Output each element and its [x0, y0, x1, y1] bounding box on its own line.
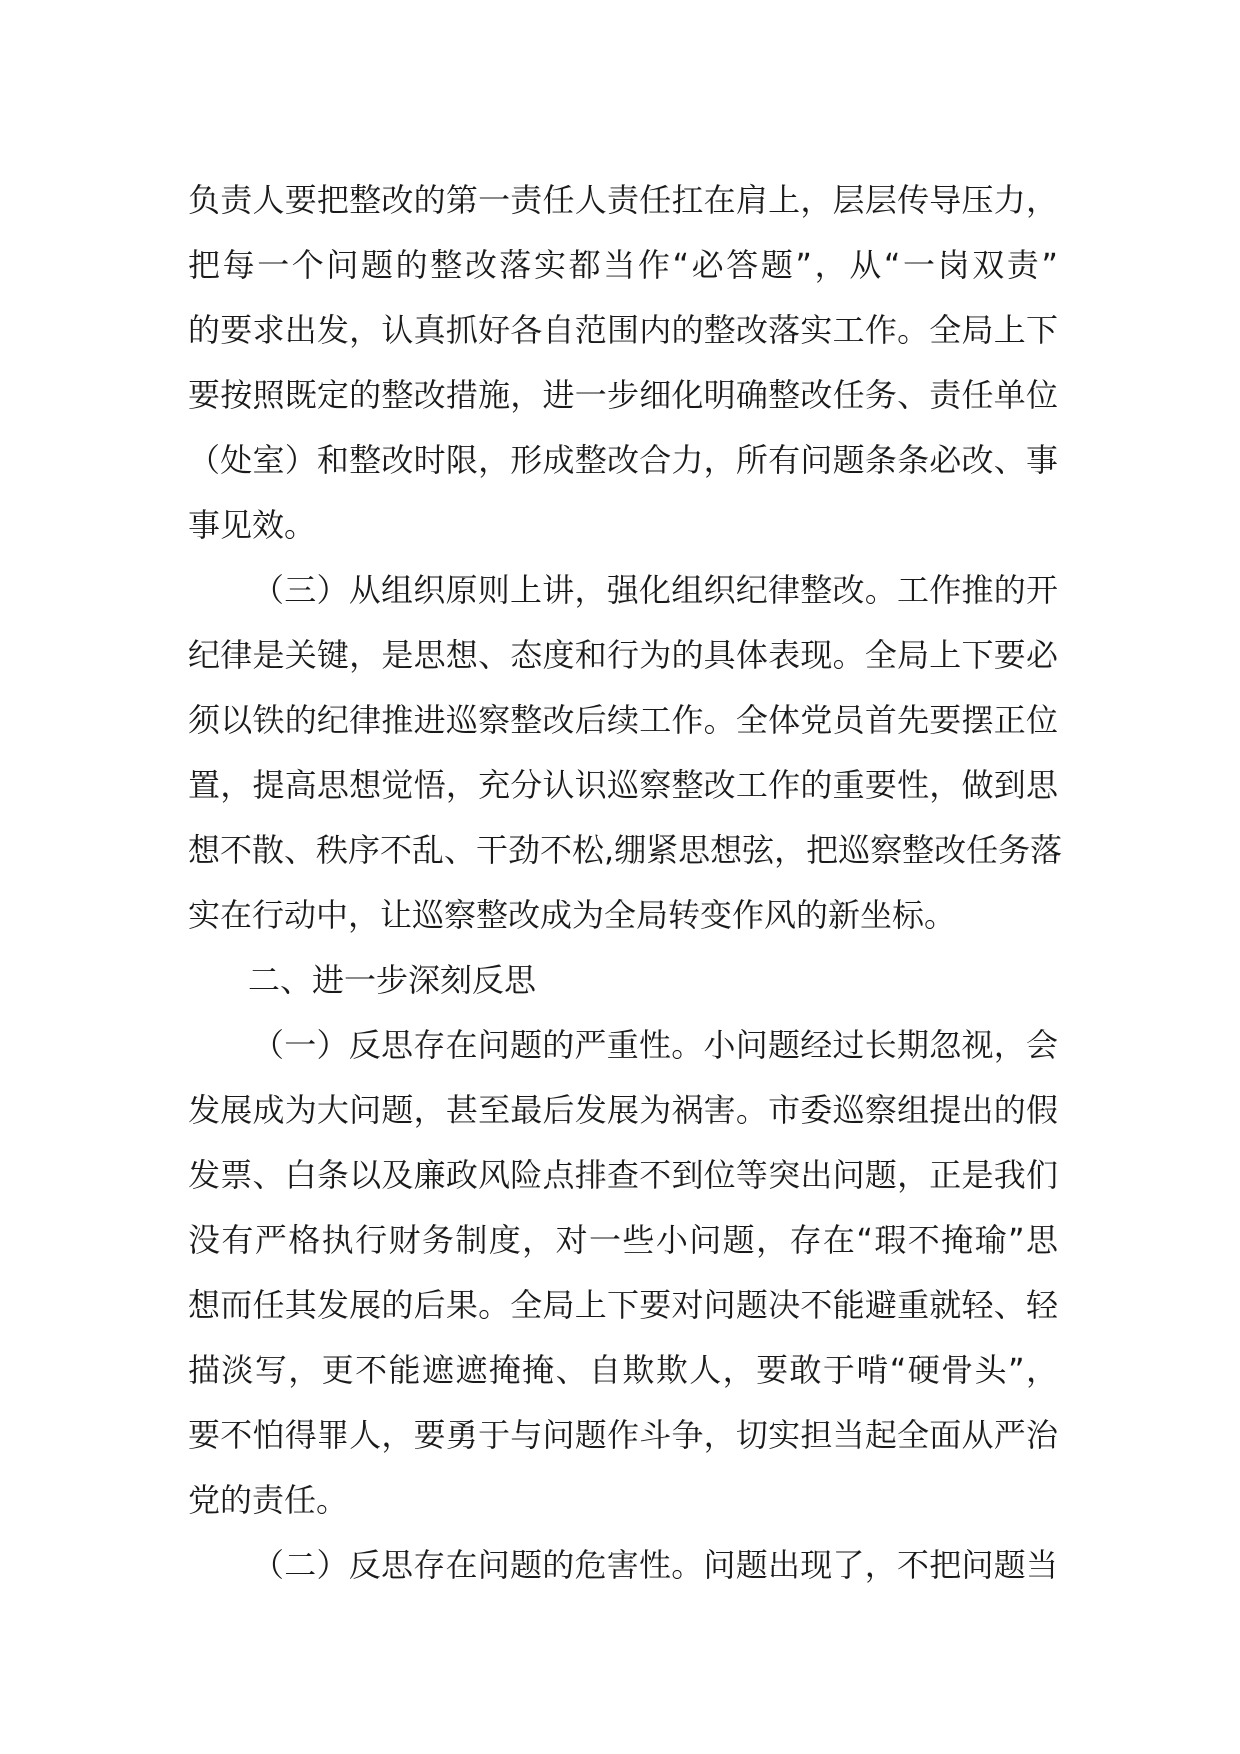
text-line: 负责人要把整改的第一责任人责任扛在肩上，层层传导压力， [188, 181, 1058, 219]
text-line: 想不散、秩序不乱、干劲不松,绷紧思想弦，把巡察整改任务落 [188, 831, 1063, 869]
text-line: 发票、白条以及廉政风险点排查不到位等突出问题，正是我们 [188, 1156, 1058, 1194]
text-line: 置，提高思想觉悟，充分认识巡察整改工作的重要性，做到思 [188, 766, 1058, 804]
text-line: 党的责任。 [188, 1481, 349, 1519]
text-line: 要按照既定的整改措施，进一步细化明确整改任务、责任单位 [188, 376, 1058, 414]
text-line: 事见效。 [188, 506, 317, 544]
document-body [188, 168, 1063, 1598]
heading-text: 二、进一步深刻反思 [248, 961, 537, 999]
paragraph-problem-severity [188, 1013, 1058, 1533]
text-line: 的要求出发，认真抓好各自范围内的整改落实工作。全局上下 [188, 311, 1058, 349]
text-line: 想而任其发展的后果。全局上下要对问题决不能避重就轻、轻 [188, 1286, 1058, 1324]
text-line: （二）反思存在问题的危害性。问题出现了，不把问题当 [252, 1546, 1058, 1584]
paragraph-rectification-responsibility [188, 168, 1058, 558]
text-line: （三）从组织原则上讲，强化组织纪律整改。工作推的开 [252, 571, 1058, 609]
text-line: 须以铁的纪律推进巡察整改后续工作。全体党员首先要摆正位 [188, 701, 1058, 739]
text-line: （一）反思存在问题的严重性。小问题经过长期忽视，会 [252, 1026, 1058, 1064]
text-line: （处室）和整改时限，形成整改合力，所有问题条条必改、事 [188, 441, 1058, 479]
text-line: 没有严格执行财务制度，对一些小问题，存在“瑕不掩瑜”思 [188, 1221, 1058, 1259]
text-line: 要不怕得罪人，要勇于与问题作斗争，切实担当起全面从严治 [188, 1416, 1058, 1454]
text-line: 描淡写，更不能遮遮掩掩、自欺欺人，要敢于啃“硬骨头”， [188, 1351, 1058, 1389]
section-heading [188, 948, 1058, 1013]
paragraph-organizational-discipline [188, 558, 1063, 948]
paragraph-problem-harm [188, 1533, 1058, 1598]
text-line: 把每一个问题的整改落实都当作“必答题”，从“一岗双责” [188, 246, 1058, 284]
text-line: 实在行动中，让巡察整改成为全局转变作风的新坐标。 [188, 896, 957, 934]
text-line: 发展成为大问题，甚至最后发展为祸害。市委巡察组提出的假 [188, 1091, 1058, 1129]
text-line: 纪律是关键，是思想、态度和行为的具体表现。全局上下要必 [188, 636, 1058, 674]
